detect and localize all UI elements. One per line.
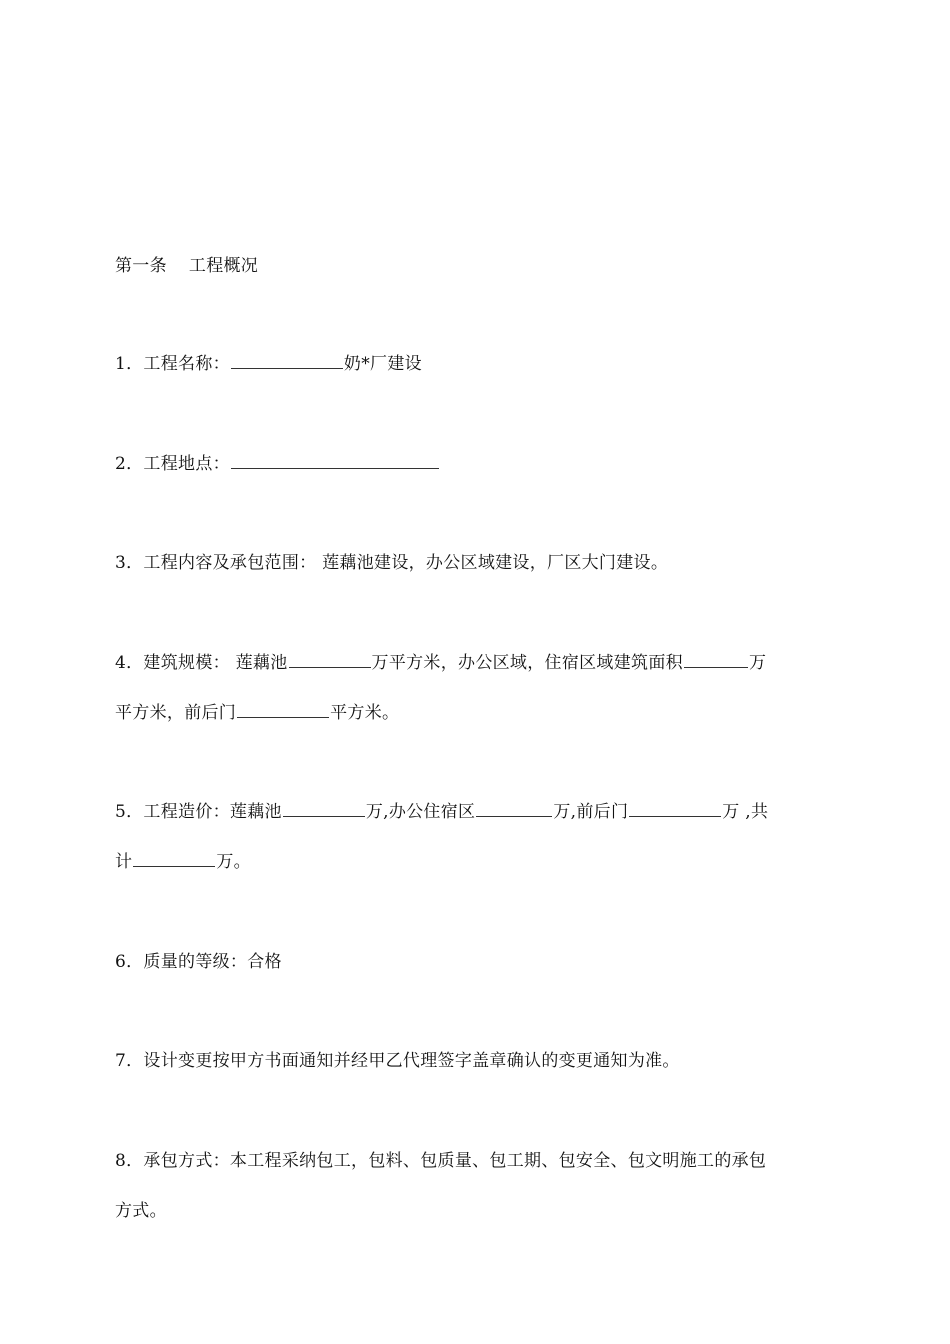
item-building-scale-line1: 4．建筑规模： 莲藕池 万平方米，办公区域，住宿区域建筑面积 万	[115, 653, 767, 673]
item-project-location: 2．工程地点：	[115, 452, 440, 476]
blank-total-cost	[133, 850, 215, 867]
item-contract-method-line1: 8．承包方式：本工程采纳包工，包料、包质量、包工期、包安全、包文明施工的承包	[115, 1151, 767, 1171]
section-title: 工程概况	[188, 256, 259, 276]
blank-gate-cost	[629, 800, 721, 817]
blank-lotus-area	[289, 651, 371, 668]
blank-project-name	[231, 352, 343, 369]
blank-lotus-cost	[283, 800, 365, 817]
item-project-scope: 3．工程内容及承包范围： 莲藕池建设，办公区域建设，厂区大门建设。	[115, 553, 669, 573]
section-number: 第一条	[115, 256, 167, 276]
item-contract-method-line2: 方式。	[115, 1201, 167, 1221]
item-project-name: 1．工程名称： 奶*厂建设	[115, 354, 422, 374]
item-quality-grade: 6．质量的等级：合格	[115, 952, 282, 972]
blank-office-cost	[476, 800, 552, 817]
item-project-cost-line2: 计 万。	[115, 852, 251, 872]
item-project-cost-line1: 5．工程造价：莲藕池 万,办公住宿区 万,前后门 万 ,共	[115, 802, 769, 822]
item-building-scale-line2: 平方米，前后门 平方米。	[115, 703, 400, 723]
blank-gate-area	[237, 701, 329, 718]
item-design-change: 7．设计变更按甲方书面通知并经甲乙代理签字盖章确认的变更通知为准。	[115, 1051, 680, 1071]
blank-project-location	[231, 452, 439, 469]
section-heading	[115, 254, 258, 278]
blank-office-area	[684, 651, 748, 668]
